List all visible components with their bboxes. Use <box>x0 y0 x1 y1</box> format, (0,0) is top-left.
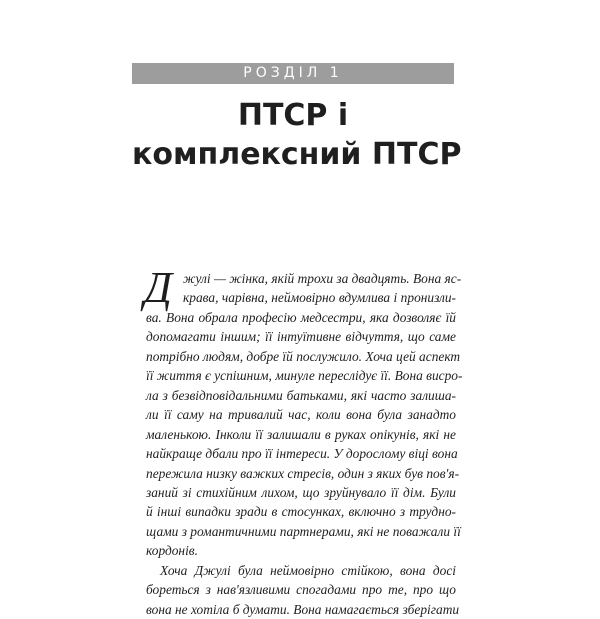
title-line-2: комплексний ПТСР <box>132 137 462 172</box>
body-line: бореться з нав'язливими спогадами про те, про що <box>146 582 456 598</box>
body-line: кордонів. <box>146 543 198 559</box>
body-line: пережила низку важких стресів, один з яких був пов'я- <box>146 465 460 481</box>
body-line: щами з романтичними партнерами, які не поважали її <box>146 523 461 539</box>
body-line: й інші випадки зради в стосунках, включно з трудно- <box>146 504 456 520</box>
body-line: її життя є успішним, минуле переслідує її. Вона висро- <box>146 368 463 384</box>
body-line: ли її саму на тривалий час, коли вона була занадто <box>146 407 456 423</box>
body-line: жулі — жінка, якій трохи за двадцять. Вона яс- <box>183 271 462 286</box>
body-line: найкраще дбали про її інтереси. У дорослому віці вона <box>146 446 458 462</box>
body-line: Хоча Джулі була неймовірно стійкою, вона досі <box>160 562 456 578</box>
body-line: ва. Вона обрала професію медсестри, яка дозволяє їй <box>146 309 456 325</box>
body-line: вона не хотіла б думати. Вона намагається зберігати <box>146 601 460 617</box>
body-line: заний зі стихійним лихом, що зруйнувало її дім. Були <box>146 484 456 500</box>
chapter-label: РОЗДІЛ 1 <box>132 63 454 84</box>
body-line: допомагати іншим; її інтуїтивне відчуття, що саме <box>146 329 456 345</box>
body-line: крава, чарівна, неймовірно вдумлива і пронизли- <box>183 290 456 306</box>
page-title <box>132 96 462 174</box>
body-text <box>144 263 463 619</box>
drop-cap: Д <box>144 263 172 312</box>
title-line-1: ПТСР і <box>237 98 349 133</box>
body-line: маленькою. Інколи її залишали в руках опікунів, які не <box>146 426 456 442</box>
body-line: потрібно людям, добре їй послужило. Хоча цей аспект <box>146 348 461 364</box>
body-line: ла з безвідповідальними батьками, які часто залиша- <box>146 387 456 403</box>
